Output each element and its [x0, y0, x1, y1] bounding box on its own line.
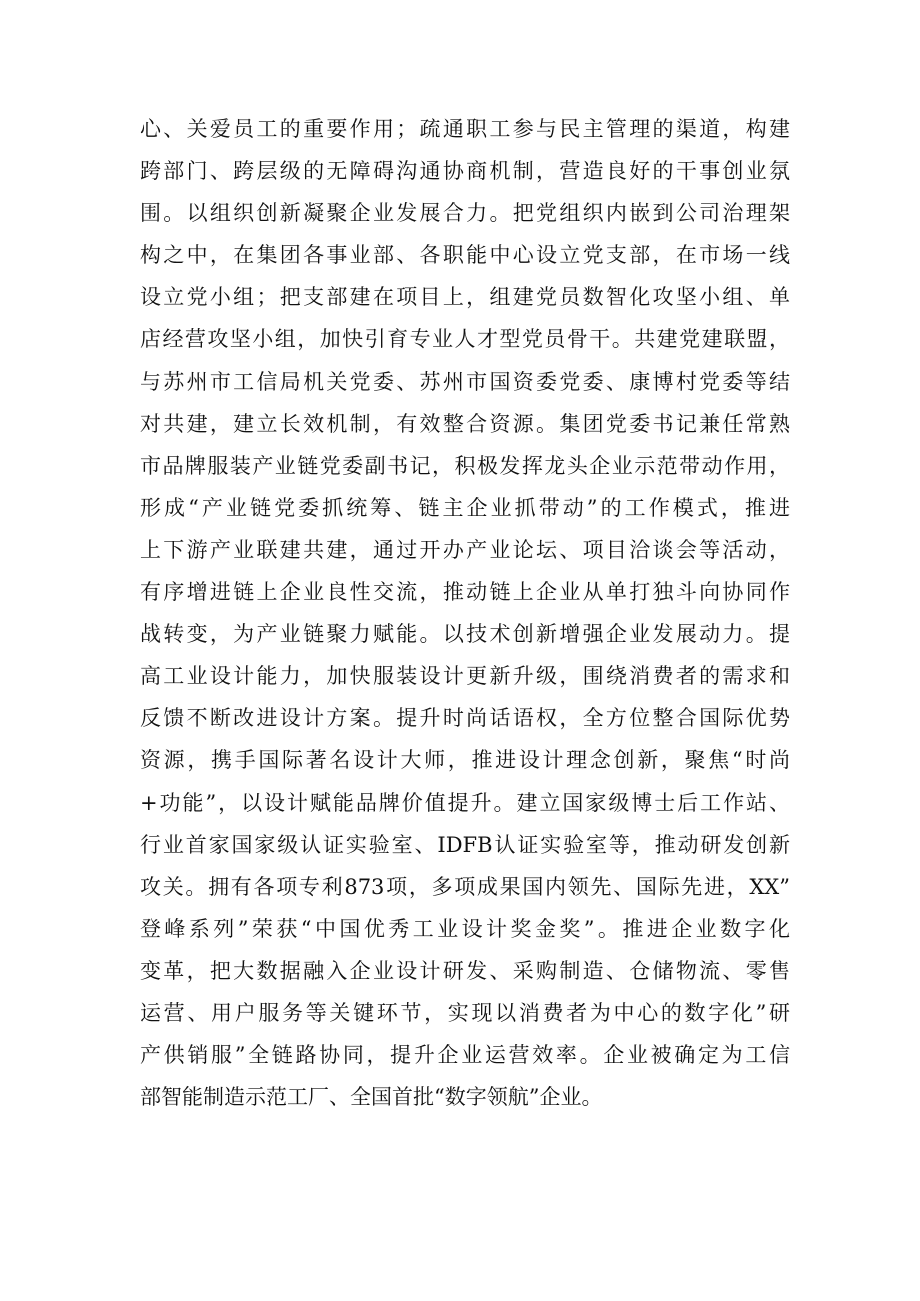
text-line: 部智能制造示范工厂、全国首批“数字领航”企业。: [140, 1085, 603, 1110]
text-line: 店经营攻坚小组，加快引育专业人才型党员骨干。共建党建联盟，: [140, 327, 790, 352]
body-paragraph: [140, 108, 790, 1118]
text-line: 上下游产业联建共建，通过开办产业论坛、项目洽谈会等活动，: [140, 537, 790, 562]
text-line: 心、关爱员工的重要作用；疏通职工参与民主管理的渠道，构建: [140, 117, 790, 141]
text-line: 跨部门、跨层级的无障碍沟通协商机制，营造良好的干事创业氛: [140, 159, 790, 184]
text-line: 围。以组织创新凝聚企业发展合力。把党组织内嵌到公司治理架: [140, 201, 790, 226]
text-line: 行业首家国家级认证实验室、IDFB认证实验室等，推动研发创新: [140, 832, 790, 857]
text-line: 产供销服”全链路协同，提升企业运营效率。企业被确定为工信: [140, 1043, 790, 1068]
text-line: 设立党小组；把支部建在项目上，组建党员数智化攻坚小组、单: [140, 285, 790, 310]
text-line: 登峰系列”荣获“中国优秀工业设计奖金奖”。推进企业数字化: [140, 916, 790, 941]
text-line: +功能”，以设计赋能品牌价值提升。建立国家级博士后工作站、: [140, 790, 790, 815]
text-line: 变革，把大数据融入企业设计研发、采购制造、仓储物流、零售: [140, 958, 790, 983]
text-line: 对共建，建立长效机制，有效整合资源。集团党委书记兼任常熟: [140, 411, 790, 436]
text-line: 有序增进链上企业良性交流，推动链上企业从单打独斗向协同作: [140, 580, 790, 605]
text-line: 与苏州市工信局机关党委、苏州市国资委党委、康博村党委等结: [140, 369, 790, 394]
text-line: 战转变，为产业链聚力赋能。以技术创新增强企业发展动力。提: [140, 622, 790, 647]
text-line: 反馈不断改进设计方案。提升时尚话语权，全方位整合国际优势: [140, 706, 790, 731]
text-line: 资源，携手国际著名设计大师，推进设计理念创新，聚焦“时尚: [140, 748, 790, 773]
text-line: 攻关。拥有各项专利873项，多项成果国内领先、国际先进，XX”: [140, 874, 790, 899]
text-line: 运营、用户服务等关键环节，实现以消费者为中心的数字化”研: [140, 1000, 790, 1025]
text-line: 高工业设计能力，加快服装设计更新升级，围绕消费者的需求和: [140, 664, 790, 689]
text-line: 构之中，在集团各事业部、各职能中心设立党支部，在市场一线: [140, 243, 790, 268]
text-line: 市品牌服装产业链党委副书记，积极发挥龙头企业示范带动作用，: [140, 453, 790, 478]
text-line: 形成“产业链党委抓统筹、链主企业抓带动”的工作模式，推进: [140, 495, 790, 520]
